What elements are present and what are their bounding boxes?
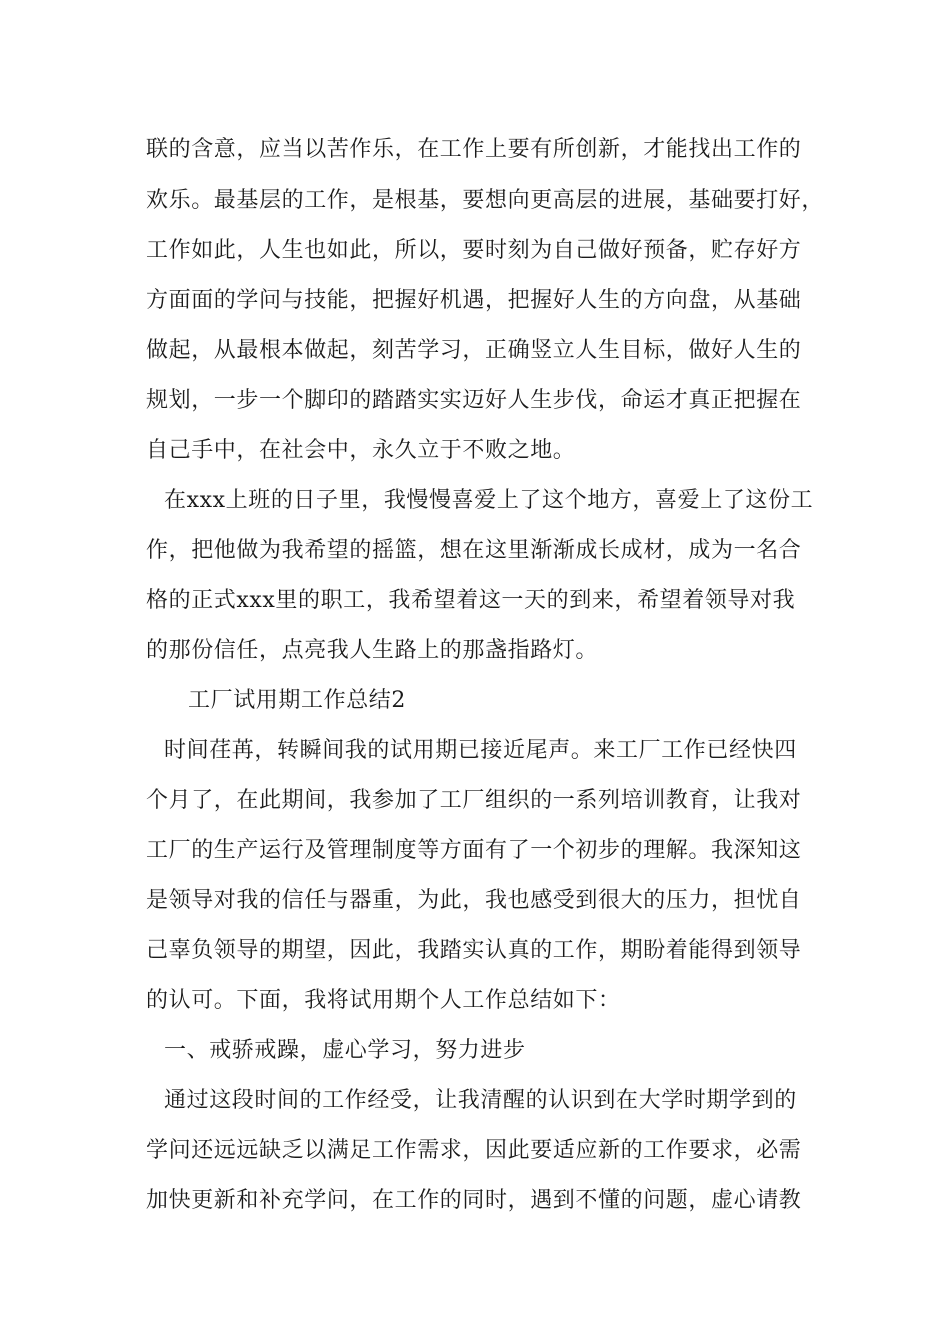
paragraph-line: 己辜负领导的期望，因此，我踏实认真的工作，期盼着能得到领导 bbox=[146, 938, 802, 963]
subsection-heading: 一、戒骄戒躁，虚心学习，努力进步 bbox=[164, 1038, 526, 1063]
paragraph-line: 规划，一步一个脚印的踏踏实实迈好人生步伐，命运才真正把握在 bbox=[146, 388, 802, 413]
paragraph-line: 学问还远远缺乏以满足工作需求，因此要适应新的工作要求，必需 bbox=[146, 1138, 802, 1163]
paragraph-line: 是领导对我的信任与器重，为此，我也感受到很大的压力，担忧自 bbox=[146, 888, 802, 913]
paragraph-line: 自己手中，在社会中，永久立于不败之地。 bbox=[146, 438, 576, 463]
section-heading: 工厂试用期工作总结2 bbox=[188, 688, 406, 713]
paragraph-line: 加快更新和补充学问，在工作的同时，遇到不懂的问题，虚心请教 bbox=[146, 1188, 802, 1213]
paragraph-line: 的那份信任，点亮我人生路上的那盏指路灯。 bbox=[146, 638, 599, 663]
paragraph-line: 个月了，在此期间，我参加了工厂组织的一系列培训教育，让我对 bbox=[146, 788, 802, 813]
paragraph-line: 格的正式xxx里的职工，我希望着这一天的到来，希望着领导对我 bbox=[146, 588, 796, 613]
paragraph-line: 联的含意，应当以苦作乐，在工作上要有所创新，才能找出工作的 bbox=[146, 137, 802, 162]
paragraph-line: 通过这段时间的工作经受，让我清醒的认识到在大学时期学到的 bbox=[164, 1088, 797, 1113]
paragraph-line: 工厂的生产运行及管理制度等方面有了一个初步的理解。我深知这 bbox=[146, 838, 802, 863]
paragraph-line: 时间荏苒，转瞬间我的试用期已接近尾声。来工厂工作已经快四 bbox=[164, 738, 797, 763]
paragraph-line: 工作如此，人生也如此，所以，要时刻为自己做好预备，贮存好方 bbox=[146, 238, 802, 263]
paragraph-line: 欢乐。最基层的工作，是根基，要想向更高层的进展，基础要打好， bbox=[146, 188, 825, 213]
paragraph-line: 的认可。下面，我将试用期个人工作总结如下： bbox=[146, 988, 621, 1013]
paragraph-line: 作，把他做为我希望的摇篮，想在这里渐渐成长成材，成为一名合 bbox=[146, 538, 802, 563]
paragraph-line: 在xxx上班的日子里，我慢慢喜爱上了这个地方，喜爱上了这份工 bbox=[164, 488, 814, 513]
paragraph-line: 做起，从最根本做起，刻苦学习，正确竖立人生目标，做好人生的 bbox=[146, 338, 802, 363]
paragraph-line: 方面面的学问与技能，把握好机遇，把握好人生的方向盘，从基础 bbox=[146, 288, 802, 313]
